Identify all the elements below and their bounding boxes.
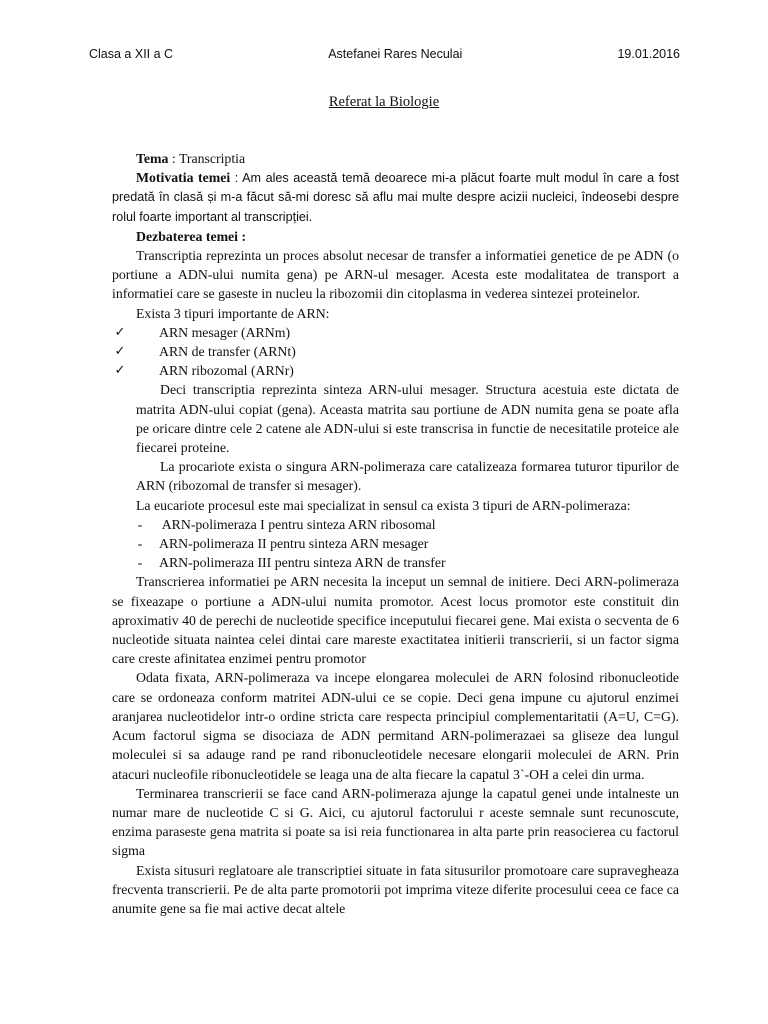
elongare-paragraph: Odata fixata, ARN-polimeraza va incepe elongarea moleculei de ARN folosind ribonucleotide care se ordoneaza conform matritei ADN-ului ce se copie. Deci gena impune cu ajutorul enzimei aranjarea nucleotidelor intr-o ordine stricta care respecta principiul complementaritatii (A=U, C=G). Acum factorul sigma se disociaza de ADN permitand ARN-polimerazaei sa gliseze dea lungul moleculei si sa adauge rand pe rand ribonucleotidele necesare elongarii moleculei de ARN. Prin atacuri nucleofile ribonucleotidele se leaga una de alta fiecare la capatul 3`-OH a celei din urma.: [112, 670, 679, 782]
header-author: Astefanei Rares Neculai: [328, 47, 463, 61]
dezbaterea-heading: Dezbaterea temei :: [136, 228, 247, 244]
checkmark-icon: ✓: [114, 324, 126, 340]
types-intro: Exista 3 tipuri importante de ARN:: [136, 305, 330, 321]
checkmark-icon: ✓: [114, 344, 126, 360]
initiere-paragraph: Transcrierea informatiei pe ARN necesita la inceput un semnal de initiere. Deci ARN-polimeraza se fixeazape o portiune a ADN-ului numita promotor. Acest locus promotor este constituit din aproximativ 40 de perechi de nucleotide specifice inceputului fiecarei gene. Mai exista o secventa de 6 nucleotide situata naintea celei dintai care mareste exactitatea initierii transcrierii, si un factor sigma care creste afinitatea enzimei pentru promotor: [112, 574, 679, 667]
list-item: ✓ ARN mesager (ARNm): [112, 323, 679, 342]
document-body: [112, 149, 679, 918]
tema-value: Transcriptia: [178, 151, 246, 166]
list-item: ✓ ARN ribozomal (ARNr): [112, 361, 679, 380]
motivatia-label: Motivatia temei: [136, 170, 231, 186]
dash-bullet: -: [137, 536, 143, 552]
motivatia-text: : Am ales această temă deoarece mi-a plăcut foarte mult modul în care a fost predată în clasă și m-a făcut să-mi doresc să aflu mai multe despre acizii nucleici, îndeosebi despre rolul foarte important al transcripției.: [112, 171, 679, 224]
tema-label: Tema: [136, 151, 169, 166]
deci-paragraph: Deci transcriptia reprezinta sinteza ARN-ului mesager. Structura acestuia este dictata de matrita ADN-ului copiat (gena). Aceasta matrita sau portiune de ADN numita gena se poate afla pe oricare dintre cele 2 catene ale ADN-ului si este transcrisa in functie de necesitatile proteice ale fiecarei proteine.: [136, 382, 679, 456]
tema-line: [112, 149, 679, 168]
list-item: ✓ ARN de transfer (ARNt): [112, 342, 679, 361]
document-title: Referat la Biologie: [328, 94, 440, 110]
header-class: Clasa a XII a C: [89, 47, 174, 61]
dash-bullet: -: [137, 555, 143, 571]
checkmark-icon: ✓: [114, 363, 126, 379]
reglare-paragraph: Exista situsuri reglatoare ale transcriptiei situate in fata situsurilor promotoare care supravegheaza frecventa transcrierii. Pe de alta parte promotorii pot imprima viteze diferite procesului ceea ce face ca anumite gene sa fie mai active decat altele: [112, 862, 679, 916]
intro-paragraph: [112, 246, 679, 304]
list-item: - ARN-polimeraza I pentru sinteza ARN ribosomal: [112, 515, 679, 534]
intro-text: reprezinta un proces absolut necesar de transfer a informatiei genetice de pe ADN (o portiune a ADN-ului numita gena) pe ARN-ul mesager. Acesta este modalitatea de transport a informatiei care se gaseste in nucleu la ribozomii din citoplasma in vederea sintezei proteinelor.: [112, 248, 679, 302]
tema-separator: :: [168, 151, 179, 166]
terminare-paragraph: Terminarea transcrierii se face cand ARN-polimeraza ajunge la capatul genei unde intalneste un numar mare de nucleotide C si G. Aici, cu ajutorul factorului r aceste semnale sunt recunoscute, enzima paraseste gena matrita si poate sa isi reia functionarea in alta parte prin reasocierea cu factorul sigma: [112, 785, 679, 859]
procariote-paragraph: La procariote exista o singura ARN-polimeraza care catalizeaza formarea tuturor tipurilor de ARN (ribozomal de transfer si mesager).: [136, 459, 679, 494]
eucariote-paragraph: La eucariote procesul este mai specializat in sensul ca exista 3 tipuri de ARN-polimeraza:: [136, 497, 631, 513]
intro-term: Transcriptia: [136, 248, 203, 264]
page-header: [89, 47, 680, 61]
header-date: 19.01.2016: [617, 47, 680, 61]
motivatia-paragraph: [112, 168, 679, 227]
list-item: - ARN-polimeraza III pentru sinteza ARN de transfer: [112, 553, 679, 572]
dash-bullet: -: [137, 516, 143, 532]
list-item: - ARN-polimeraza II pentru sinteza ARN mesager: [112, 534, 679, 553]
